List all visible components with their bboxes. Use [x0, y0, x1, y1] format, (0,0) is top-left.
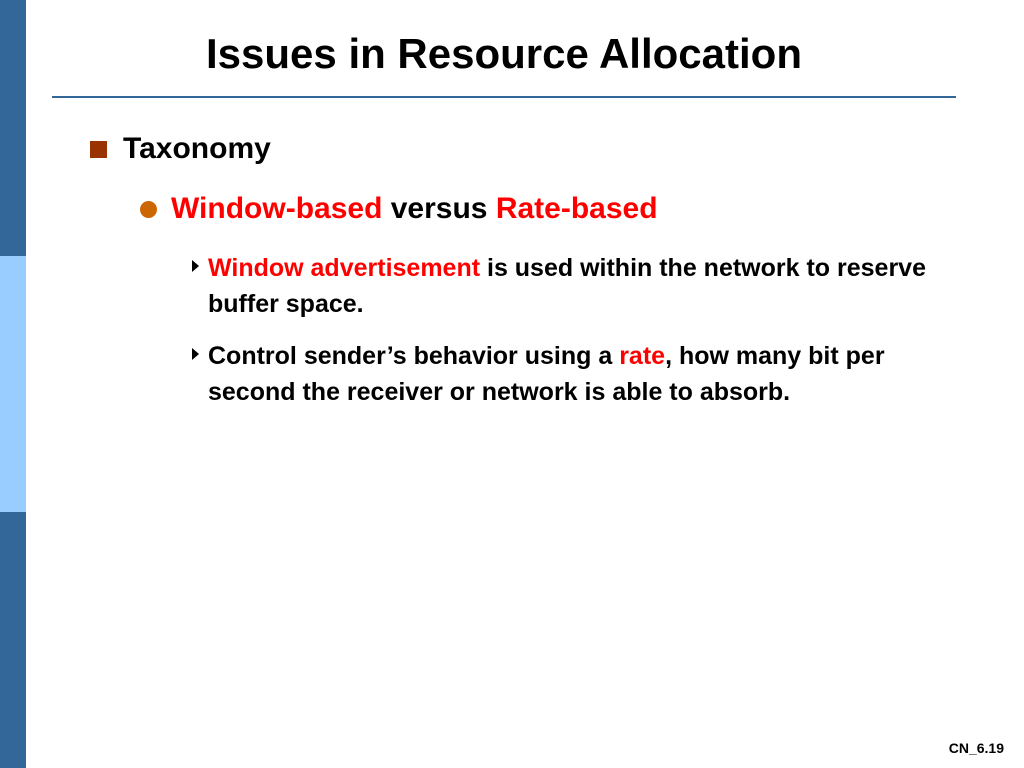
window-advertisement-term: Window advertisement — [208, 254, 481, 282]
dot-bullet-icon — [140, 201, 157, 218]
slide-title: Issues in Resource Allocation — [206, 30, 802, 77]
bullet-level1-text: Taxonomy — [123, 132, 271, 165]
bullet-level3-rate — [192, 338, 962, 411]
triangle-bullet-icon — [192, 260, 199, 272]
rate-based-term: Rate-based — [495, 192, 658, 225]
window-advertisement-desc: is used within the network to reserve buffer space. — [208, 254, 926, 319]
bullet-level3-window — [192, 250, 962, 323]
slide-number: CN_6.19 — [948, 740, 1004, 756]
versus-text: versus — [382, 192, 496, 225]
left-bar-top — [0, 0, 26, 256]
bullet-level2 — [140, 192, 658, 226]
rate-term: rate — [619, 342, 666, 370]
window-based-term: Window-based — [171, 192, 383, 225]
bullet-level1 — [90, 132, 271, 166]
bullet-level3-window-text — [208, 250, 962, 323]
left-bar-middle — [0, 256, 26, 512]
bullet-level2-text — [171, 192, 658, 226]
triangle-bullet-icon — [192, 348, 199, 360]
rate-desc-post: , how many bit per second the receiver or network is able to absorb. — [208, 342, 885, 407]
title-divider — [52, 96, 956, 98]
rate-desc-pre: Control sender’s behavior using a — [208, 342, 620, 370]
left-bar-bottom — [0, 512, 26, 768]
square-bullet-icon — [90, 141, 107, 158]
bullet-level3-rate-text — [208, 338, 962, 411]
